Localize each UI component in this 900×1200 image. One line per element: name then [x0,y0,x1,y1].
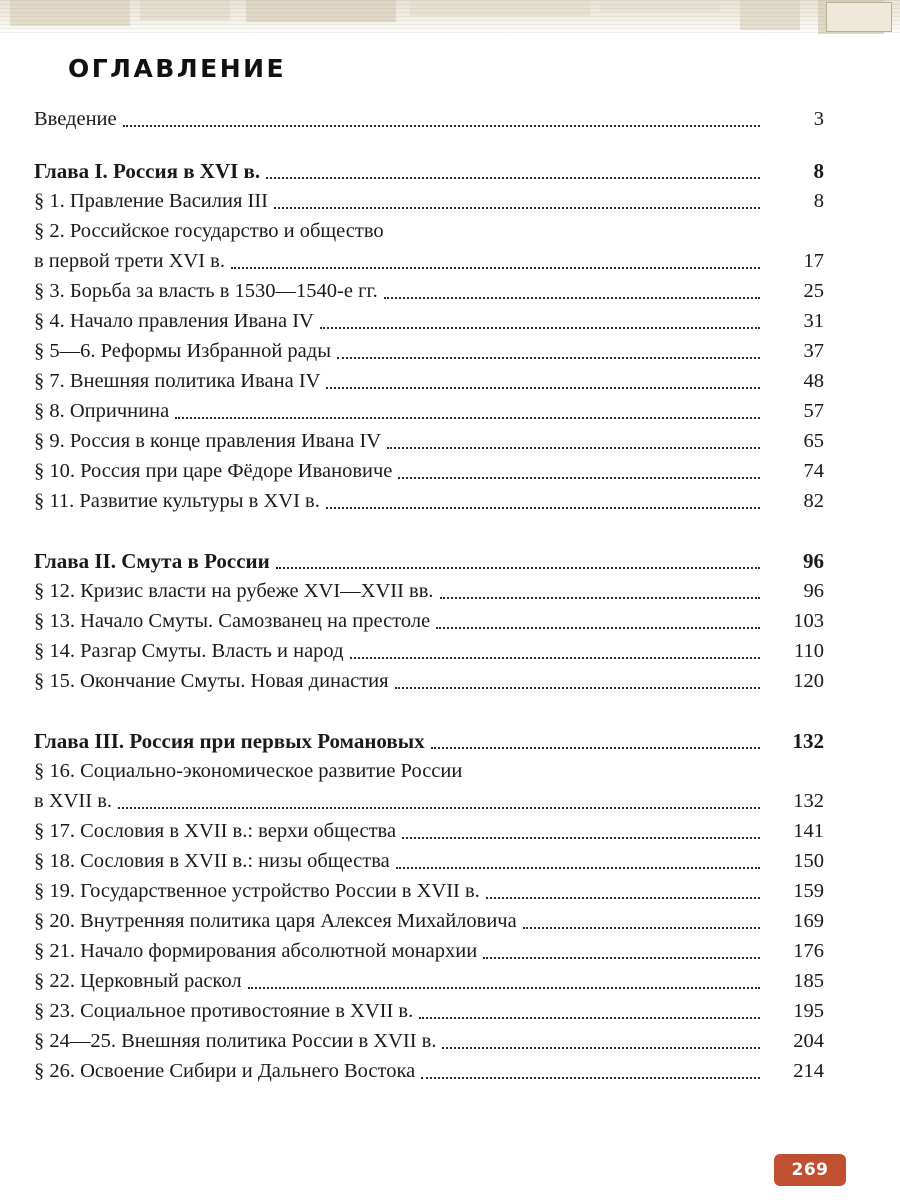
toc-page-number: 65 [803,430,824,452]
toc-dot-leader [483,946,760,967]
toc-dot-leader [419,1006,760,1027]
toc-entry-label: Глава II. Смута в России [34,549,270,573]
toc-page-number: 195 [793,1000,824,1022]
toc-page-number: 110 [794,640,824,662]
toc-entry-label: § 15. Окончание Смуты. Новая династия [34,670,389,692]
toc-entry-row[interactable] [34,1026,824,1056]
toc-page-number: 57 [803,400,824,422]
toc-entry-label: § 23. Социальное противостояние в XVII в. [34,1000,414,1022]
toc-dot-leader [320,316,760,337]
toc-entry-label: § 13. Начало Смуты. Самозванец на престоле [34,610,431,632]
toc-page-number: 96 [803,580,824,602]
toc-entry-row[interactable] [34,606,824,636]
toc-entry-row[interactable] [34,336,824,366]
toc-page-number: 74 [803,460,824,482]
toc-dot-leader [398,466,760,487]
toc-entry-row[interactable] [34,786,824,816]
scan-corner-label [826,2,892,32]
toc-entry-label: § 17. Сословия в XVII в.: верхи общества [34,820,397,842]
toc-chapter-row[interactable] [34,726,824,756]
toc-entry-row[interactable] [34,186,824,216]
toc-dot-leader [402,826,760,847]
toc-page-number: 8 [813,159,824,183]
toc-entry-row[interactable] [34,276,824,306]
toc-dot-leader [118,796,760,817]
toc-dot-leader [175,406,760,427]
toc-page-number: 214 [793,1060,824,1082]
toc-entry-row[interactable] [34,666,824,696]
toc-entry-label: в XVII в. [34,790,112,812]
toc-page [0,34,900,1200]
toc-page-number: 159 [793,880,824,902]
page-title: ОГЛАВЛЕНИЕ [68,54,287,83]
toc-entry-row[interactable] [34,456,824,486]
toc-entry-row[interactable] [34,636,824,666]
toc-dot-leader [390,226,760,247]
toc-dot-leader [468,766,760,787]
toc-entry-row[interactable] [34,246,824,276]
toc-dot-leader [436,616,760,637]
toc-entry-label: Глава III. Россия при первых Романовых [34,729,425,753]
toc-entry-row[interactable] [34,816,824,846]
toc-page-number: 103 [793,610,824,632]
toc-entry-label: § 10. Россия при царе Фёдоре Ивановиче [34,460,393,482]
toc-dot-leader [266,165,760,186]
toc-entry-row[interactable] [34,876,824,906]
toc-entry-label: § 21. Начало формирования абсолютной монархии [34,940,478,962]
toc-entry-label: Глава I. Россия в XVI в. [34,159,261,183]
toc-entry-row[interactable] [34,306,824,336]
toc-dot-leader [523,916,760,937]
toc-entry-label: § 2. Российское государство и общество [34,220,384,242]
toc-dot-leader [396,856,760,877]
toc-entry-label: § 12. Кризис власти на рубеже XVI—XVII вв. [34,580,434,602]
toc-dot-leader [395,676,760,697]
page-folio: 269 [774,1154,846,1186]
toc-page-number: 96 [803,549,824,573]
toc-dot-leader [231,256,760,277]
toc-entry-row[interactable] [34,486,824,516]
toc-entry-row[interactable] [34,104,824,134]
toc-entry-row[interactable] [34,1056,824,1086]
toc-entry-row[interactable] [34,396,824,426]
toc-entry-label: § 20. Внутренняя политика царя Алексея Михайловича [34,910,517,932]
toc-entry-label: § 18. Сословия в XVII в.: низы общества [34,850,390,872]
toc-dot-leader [387,436,760,457]
toc-entry-label: § 5—6. Реформы Избранной рады [34,340,331,362]
toc-page-number: 25 [803,280,824,302]
toc-entry-row[interactable] [34,576,824,606]
toc-entry-row[interactable] [34,936,824,966]
toc-page-number: 185 [793,970,824,992]
toc-dot-leader [421,1066,760,1087]
toc-entry-label: § 19. Государственное устройство России в XVII в. [34,880,480,902]
toc-dot-leader [326,376,760,397]
toc-entry-label: § 14. Разгар Смуты. Власть и народ [34,640,344,662]
toc-page-number: 17 [803,250,824,272]
toc-dot-leader [123,114,760,135]
toc-entry-row[interactable] [34,216,824,246]
toc-dot-leader [276,555,760,576]
toc-entry-row[interactable] [34,906,824,936]
toc-dot-leader [486,886,760,907]
toc-page-number: 37 [803,340,824,362]
toc-entry-label: § 24—25. Внешняя политика России в XVII в. [34,1030,437,1052]
toc-page-number: 82 [803,490,824,512]
toc-entry-label: § 7. Внешняя политика Ивана IV [34,370,321,392]
toc-spacer [34,696,824,726]
toc-entry-label: § 8. Опричнина [34,400,170,422]
toc-page-number: 141 [793,820,824,842]
toc-entry-row[interactable] [34,756,824,786]
toc-entry-label: в первой трети XVI в. [34,250,225,272]
toc-spacer [34,516,824,546]
toc-entry-label: Введение [34,108,117,130]
toc-entry-label: § 11. Развитие культуры в XVI в. [34,490,320,512]
toc-dot-leader [274,196,760,217]
toc-dot-leader [248,976,760,997]
toc-page-number: 132 [792,729,824,753]
toc-dot-leader [442,1036,760,1057]
toc-entry-label: § 3. Борьба за власть в 1530—1540-е гг. [34,280,378,302]
toc-page-number: 169 [793,910,824,932]
toc-page-number: 176 [793,940,824,962]
toc-entry-row[interactable] [34,366,824,396]
toc-dot-leader [326,496,760,517]
toc-page-number: 204 [793,1030,824,1052]
toc-chapter-row[interactable] [34,546,824,576]
toc-entry-label: § 4. Начало правления Ивана IV [34,310,314,332]
toc-chapter-row[interactable] [34,156,824,186]
table-of-contents [34,104,824,1086]
toc-page-number: 120 [793,670,824,692]
toc-page-number: 150 [793,850,824,872]
toc-page-number: 132 [793,790,824,812]
toc-entry-row[interactable] [34,996,824,1026]
toc-page-number: 31 [803,310,824,332]
toc-dot-leader [384,286,760,307]
toc-entry-row[interactable] [34,966,824,996]
toc-page-number: 48 [803,370,824,392]
toc-page-number: 8 [813,190,824,212]
toc-dot-leader [431,735,760,756]
toc-entry-row[interactable] [34,846,824,876]
scan-top-edge [0,0,900,34]
toc-entry-label: § 16. Социально-экономическое развитие России [34,760,463,782]
toc-dot-leader [337,346,760,367]
toc-entry-label: § 1. Правление Василия III [34,190,269,212]
toc-entry-label: § 26. Освоение Сибири и Дальнего Востока [34,1060,416,1082]
toc-entry-label: § 9. Россия в конце правления Ивана IV [34,430,382,452]
toc-dot-leader [350,646,760,667]
toc-dot-leader [440,586,760,607]
toc-entry-row[interactable] [34,426,824,456]
toc-page-number: 3 [813,108,824,130]
toc-entry-label: § 22. Церковный раскол [34,970,242,992]
toc-spacer [34,134,824,156]
